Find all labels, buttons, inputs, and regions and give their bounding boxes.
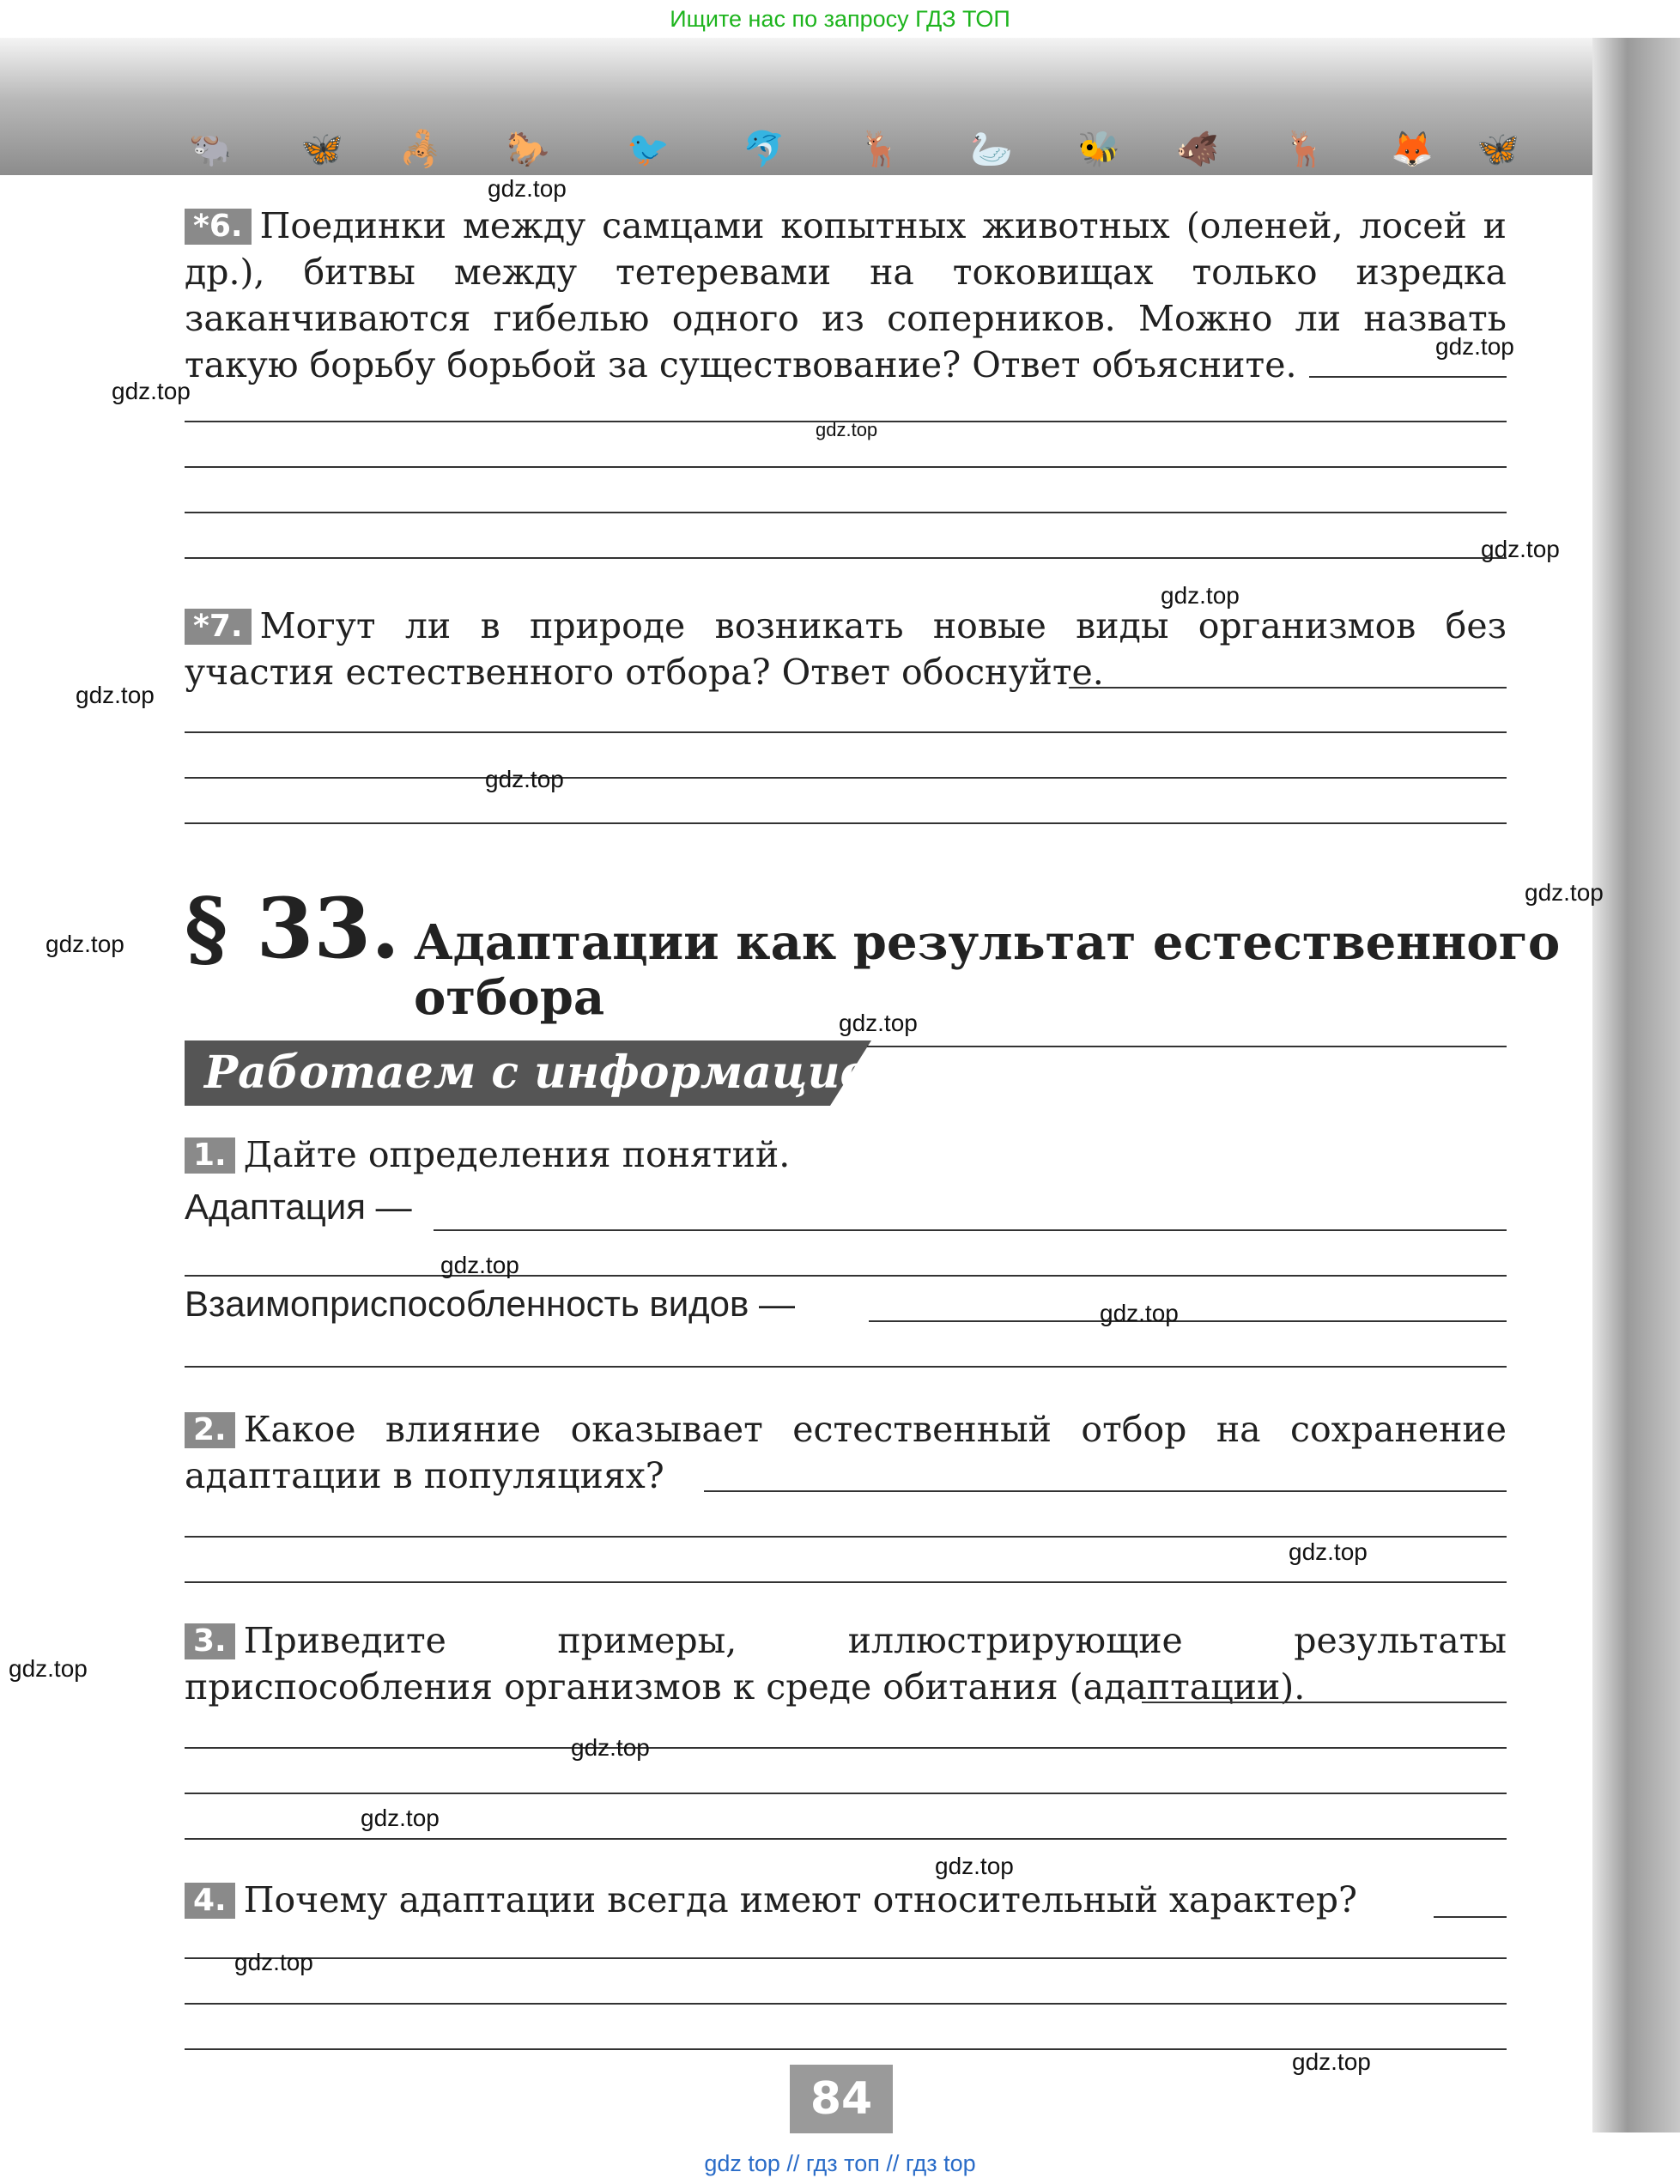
scorpion-icon: 🦂 [399, 130, 442, 169]
horse-icon: 🐎 [506, 130, 549, 169]
answer-line[interactable] [1434, 1916, 1507, 1918]
watermark: gdz.top [1481, 536, 1560, 562]
moth-icon: 🦋 [1477, 130, 1519, 169]
footer-links[interactable]: gdz top // гдз топ // гдз top [704, 2151, 976, 2176]
watermark: gdz.top [440, 1252, 519, 1278]
task-4 [185, 1877, 1507, 1923]
question-6 [185, 203, 1507, 388]
answer-line[interactable] [185, 466, 1507, 468]
watermark: gdz.top [45, 931, 124, 957]
answer-line[interactable] [185, 777, 1507, 779]
ribbon-rule [867, 1046, 1507, 1047]
watermark: gdz.top [76, 682, 155, 708]
question-7 [185, 603, 1507, 695]
page-number: 84 [790, 2065, 893, 2133]
answer-line[interactable] [185, 557, 1507, 559]
answer-line[interactable] [1309, 376, 1507, 378]
watermark: gdz.top [839, 1010, 918, 1036]
question-6-badge: *6. [185, 209, 252, 245]
binder-edge [1592, 38, 1680, 2132]
watermark: gdz.top [234, 1949, 313, 1975]
task-3-text: Приведите примеры, иллюстрирующие результаты приспособления организмов к среде обитания (адаптации). [185, 1620, 1507, 1708]
answer-line[interactable] [185, 731, 1507, 733]
answer-line[interactable] [704, 1490, 1507, 1492]
task-3-badge: 3. [185, 1623, 235, 1659]
watermark: gdz.top [1161, 582, 1240, 609]
task-2 [185, 1406, 1507, 1499]
watermark: gdz.top [571, 1734, 650, 1761]
section-title-line2: отбора [414, 969, 605, 1026]
task-2-badge: 2. [185, 1412, 235, 1448]
watermark: gdz.top [1100, 1300, 1179, 1326]
watermark: gdz.top [935, 1853, 1014, 1879]
task-3 [185, 1617, 1507, 1710]
fox-icon: 🦊 [1391, 130, 1434, 169]
butterfly-icon: 🦋 [300, 130, 343, 169]
watermark: gdz.top [485, 766, 564, 792]
watermark: gdz.top [1292, 2048, 1371, 2075]
task-1-text: Дайте определения понятий. [243, 1134, 791, 1175]
definition-coadaptation-label: Взаимоприспособленность видов — [185, 1283, 796, 1324]
answer-line[interactable] [185, 1793, 1507, 1794]
bee-icon: 🐝 [1077, 130, 1120, 169]
task-1-badge: 1. [185, 1138, 235, 1174]
heron-icon: 🦢 [970, 130, 1013, 169]
answer-line[interactable] [185, 2003, 1507, 2005]
answer-line[interactable] [1069, 687, 1507, 689]
moose-icon: 🦌 [858, 130, 901, 169]
answer-line[interactable] [185, 1275, 1507, 1277]
info-heading: Работаем с информацией [204, 1046, 901, 1099]
watermark: gdz.top [816, 419, 878, 440]
answer-line[interactable] [185, 1747, 1507, 1749]
task-4-badge: 4. [185, 1883, 235, 1919]
answer-line[interactable] [185, 1366, 1507, 1368]
bird-icon: 🐦 [627, 130, 670, 169]
answer-line[interactable] [185, 1957, 1507, 1959]
answer-line[interactable] [185, 1536, 1507, 1538]
watermark: gdz.top [488, 175, 567, 202]
deer-icon: 🦌 [1283, 130, 1326, 169]
task-1 [185, 1131, 1507, 1178]
watermark: gdz.top [1525, 879, 1604, 906]
top-banner: Ищите нас по запросу ГДЗ ТОП [670, 6, 1010, 32]
watermark: gdz.top [361, 1805, 440, 1831]
question-7-text: Могут ли в природе возникать новые виды организмов без участия естественного отбора? Ответ обоснуйте. [185, 605, 1507, 693]
answer-line[interactable] [1142, 1702, 1507, 1703]
watermark: gdz.top [9, 1655, 88, 1682]
answer-line[interactable] [185, 1838, 1507, 1840]
watermark: gdz.top [1435, 333, 1514, 360]
task-4-text: Почему адаптации всегда имеют относительный характер? [243, 1879, 1357, 1920]
boar-icon: 🐗 [1176, 130, 1219, 169]
answer-line[interactable] [869, 1320, 1507, 1322]
answer-line[interactable] [185, 822, 1507, 824]
question-6-text: Поединки между самцами копытных животных (оленей, лосей и др.), битвы между тетеревами на токовищах только изредка заканчиваются гибелью одного из соперников. Можно ли назвать такую борьбу борьбой за существование? Ответ объясните. [185, 205, 1507, 385]
animal-silhouettes [189, 129, 1528, 172]
watermark: gdz.top [112, 378, 191, 404]
section-number: § 33. [185, 880, 400, 977]
dolphin-icon: 🐬 [743, 130, 785, 169]
definition-adaptation-label: Адаптация — [185, 1186, 412, 1227]
answer-line[interactable] [434, 1229, 1507, 1231]
question-7-badge: *7. [185, 609, 252, 645]
section-title-line1: Адаптации как результат естественного [414, 914, 1561, 971]
task-2-text: Какое влияние оказывает естественный отбор на сохранение адаптации в популяциях? [185, 1409, 1507, 1496]
answer-line[interactable] [185, 1581, 1507, 1583]
watermark: gdz.top [1289, 1538, 1368, 1565]
bison-icon: 🐃 [189, 130, 232, 169]
answer-line[interactable] [185, 512, 1507, 513]
